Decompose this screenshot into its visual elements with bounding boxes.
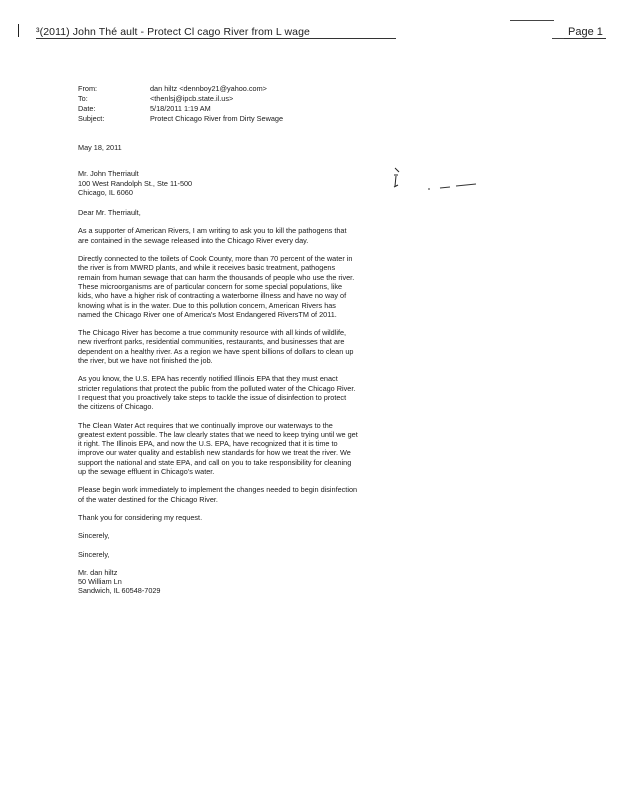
email-header [78,84,283,124]
sender-street: 50 William Ln [78,577,122,587]
letter-paragraph: The Chicago River has become a true community resource with all kinds of wildlife, new riverfront parks, residential communities, restaurants, and businesses that are dependent on a healthy river. As a region we have spent billions of dollars to clean up the river, but we have not finished the job. [78,328,354,366]
header-left-mark [18,24,19,37]
subject-value: Protect Chicago River from Dirty Sewage [150,114,284,123]
from-value: dan hiltz <dennboy21@yahoo.com> [150,84,267,93]
letter-paragraph: As a supporter of American Rivers, I am writing to ask you to kill the pathogens that are contained in the sewage released into the Chicago River every day. [78,226,347,245]
recipient-name: Mr. John Therriault [78,169,139,179]
sender-city: Sandwich, IL 60548-7029 [78,586,161,596]
letter-paragraph: Please begin work immediately to implement the changes needed to begin disinfection of the water destined for the Chicago River. [78,485,358,504]
to-value: <thenlsj@ipcb.state.il.us> [150,94,234,103]
recipient-city: Chicago, IL 6060 [78,187,133,197]
email-to-row [78,94,283,104]
email-date-row [78,104,283,114]
header-underline [36,38,396,39]
header-title: ³(2011) John Thé ault - Protect Cl cago River from L wage [36,26,310,38]
to-label: To: [78,94,88,103]
letter-paragraph: The Clean Water Act requires that we continually improve our waterways to the greatest extent possible. The law clearly states that we need to keep trying until we get it right. The Illinois EPA, and now the U.S. EPA, have recognized that it is time to improve our water quality and establish new standards for how we treat the river. We support the national and state EPA, and call on you to take responsibility for cleaning up the sewage effluent in Chicago's water. [78,420,358,477]
recipient-street: 100 West Randolph St., Ste 11-500 [78,178,193,188]
page-number: Page 1 [568,26,603,38]
header-mark [552,38,564,39]
recipient-address [78,169,358,197]
letter-body [78,143,358,605]
closing: Sincerely, [78,549,110,559]
sender-address [78,568,358,596]
sender-name: Mr. dan hiltz [78,567,118,577]
letter-paragraph: Thank you for considering my request. [78,512,203,522]
page-number-underline [564,38,606,39]
handwritten-mark [426,182,480,192]
email-from-row [78,84,283,94]
salutation: Dear Mr. Therriault, [78,208,141,218]
date-value: 5/18/2011 1:19 AM [150,104,211,113]
from-label: From: [78,84,98,93]
letter-date: May 18, 2011 [78,143,122,152]
date-label: Date: [78,104,96,113]
email-subject-row [78,114,283,124]
letter-paragraph: Directly connected to the toilets of Cook County, more than 70 percent of the water in the river is from MWRD plants, and while it receives basic treatment, pathogens remain from human sewage that can harm the thousands of people who use the river. These microorganisms are of particular concern for some special populations, like kids, who have a higher risk of contracting a waterborne illness and have no way of knowing what is in the water. Due to this pollution concern, American Rivers has named the Chicago River one of America's Most Endangered RiversTM of 2011. [78,254,355,319]
handwritten-mark [392,166,402,190]
header-mark [510,20,554,21]
closing: Sincerely, [78,531,110,541]
subject-label: Subject: [78,114,105,123]
letter-paragraph: As you know, the U.S. EPA has recently notified Illinois EPA that they must enact stricter regulations that protect the public from the polluted water of the Chicago River. I request that you proactively take steps to tackle the issue of disinfection to protect the citizens of Chicago. [78,374,356,412]
